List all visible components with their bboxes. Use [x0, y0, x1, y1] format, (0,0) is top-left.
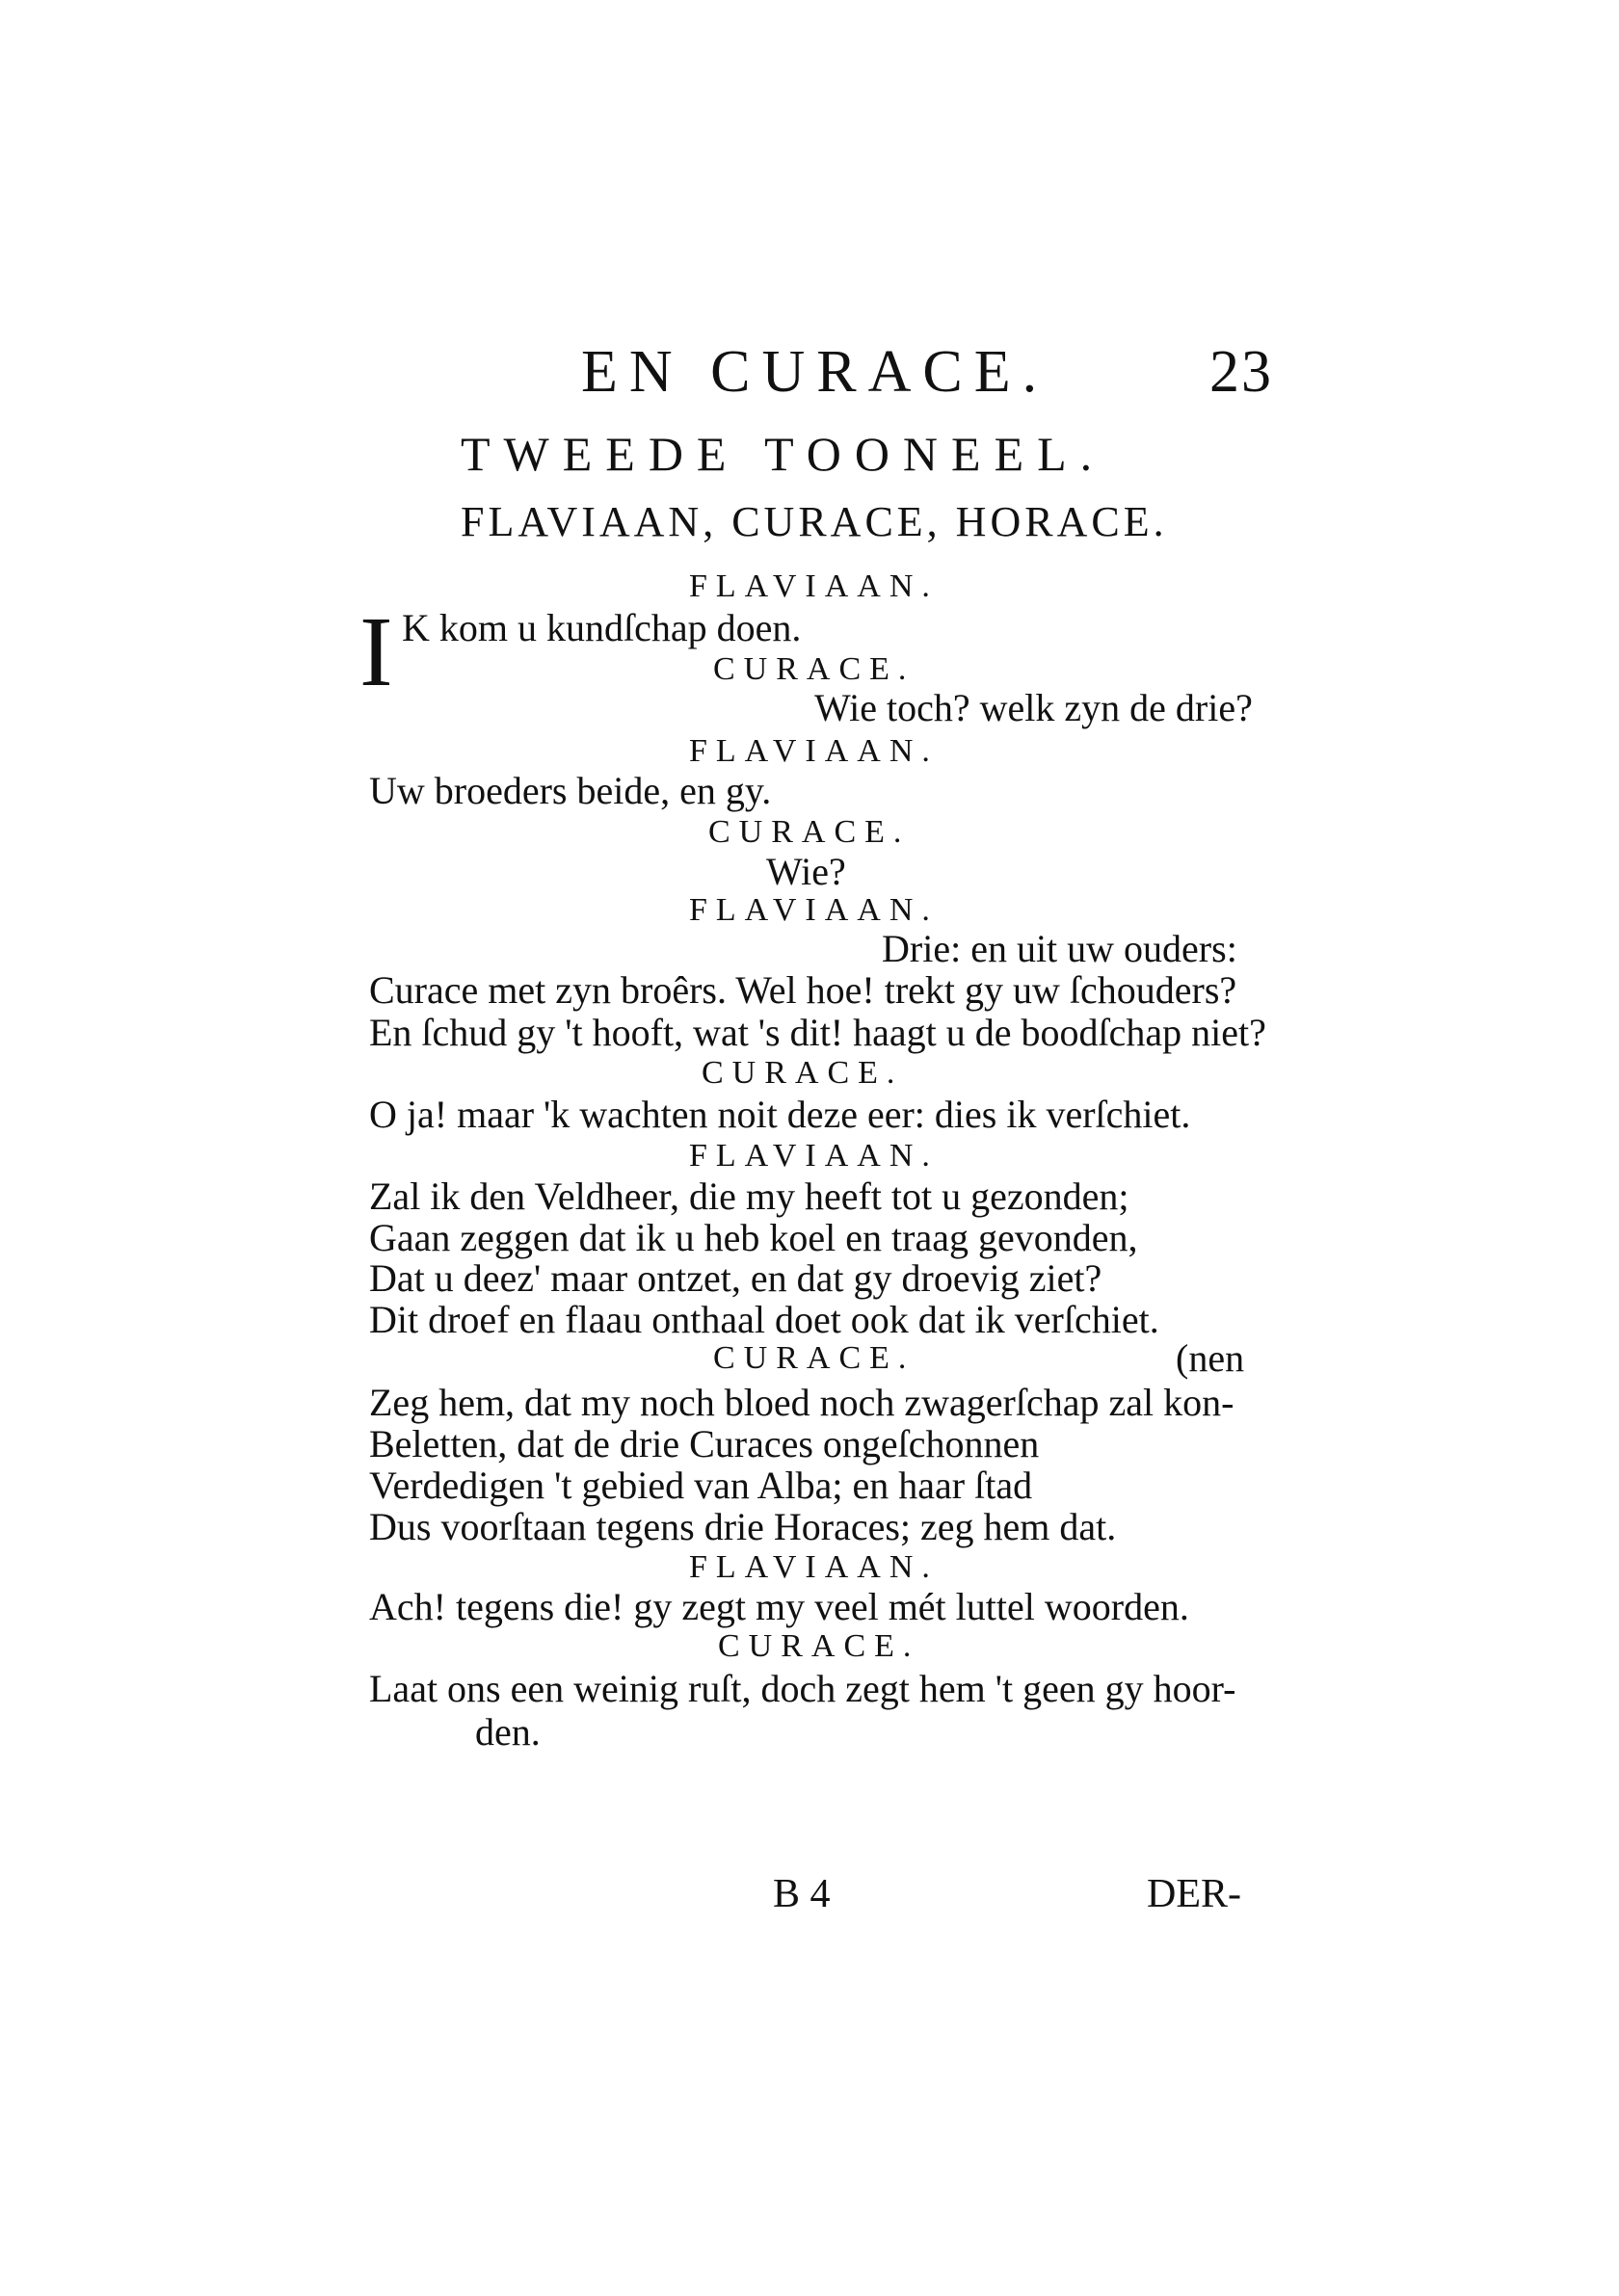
- verse-line: Zeg hem, dat my noch bloed noch zwagerſchap zal kon-: [369, 1381, 1234, 1424]
- speaker-label: FLAVIAAN.: [689, 1549, 939, 1585]
- verse-line: Dat u deez' maar ontzet, en dat gy droevig ziet?: [369, 1256, 1102, 1300]
- verse-line: K kom u kundſchap doen.: [402, 606, 802, 649]
- speaker-label: FLAVIAAN.: [689, 892, 939, 928]
- speaker-label: CURACE.: [702, 1055, 904, 1091]
- verse-line: En ſchud gy 't hooft, wat 's dit! haagt u de boodſchap niet?: [369, 1011, 1266, 1054]
- speaker-label: CURACE.: [713, 651, 916, 687]
- verse-line: Drie: en uit uw ouders:: [882, 927, 1237, 970]
- turnover: (nen: [1176, 1336, 1245, 1380]
- verse-line: den.: [475, 1710, 541, 1754]
- speaker-label: FLAVIAAN.: [689, 568, 939, 604]
- drop-cap: I: [359, 596, 393, 707]
- speaker-label: CURACE.: [718, 1628, 920, 1664]
- speaker-label: CURACE.: [713, 1340, 916, 1376]
- verse-line: Wie?: [766, 850, 846, 893]
- verse-line: Beletten, dat de drie Curaces ongeſchonnen: [369, 1422, 1040, 1465]
- verse-line: Curace met zyn broêrs. Wel hoe! trekt gy uw ſchouders?: [369, 968, 1237, 1012]
- verse-line: Ach! tegens die! gy zegt my veel mét luttel woorden.: [369, 1585, 1189, 1628]
- page-number: 23: [1209, 339, 1273, 405]
- speaker-label: FLAVIAAN.: [689, 1138, 939, 1174]
- scene-cast: FLAVIAAN, CURACE, HORACE.: [461, 498, 1168, 545]
- verse-line: Wie toch? welk zyn de drie?: [814, 686, 1253, 729]
- verse-line: Gaan zeggen dat ik u heb koel en traag gevonden,: [369, 1216, 1138, 1259]
- signature-mark: B 4: [773, 1872, 831, 1916]
- verse-line: Verdedigen 't gebied van Alba; en haar ſtad: [369, 1464, 1033, 1507]
- verse-line: Dus voorſtaan tegens drie Horaces; zeg hem dat.: [369, 1505, 1117, 1548]
- verse-line: O ja! maar 'k wachten noit deze eer: dies ik verſchiet.: [369, 1093, 1191, 1136]
- scene-title: TWEEDE TOONEEL.: [461, 427, 1106, 481]
- verse-line: Uw broeders beide, en gy.: [369, 769, 772, 812]
- catchword: DER-: [1147, 1872, 1241, 1916]
- running-title: EN CURACE.: [581, 339, 1049, 405]
- verse-line: Laat ons een weinig ruſt, doch zegt hem 't geen gy hoor-: [369, 1667, 1236, 1710]
- speaker-label: FLAVIAAN.: [689, 733, 939, 769]
- verse-line: Zal ik den Veldheer, die my heeft tot u gezonden;: [369, 1174, 1129, 1218]
- verse-line: Dit droef en flaau onthaal doet ook dat ik verſchiet.: [369, 1298, 1159, 1341]
- speaker-label: CURACE.: [708, 814, 911, 850]
